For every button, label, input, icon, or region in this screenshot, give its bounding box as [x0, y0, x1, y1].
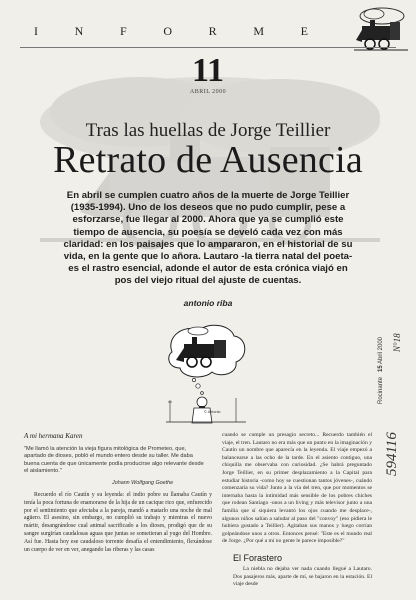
- man-dreaming-of-train-illustration: [164, 322, 248, 424]
- body-column-right-continued: La niebla no dejaba ver nada cuando llegué a Lautaro. Dos pasajeros más, aparte de mí, se bajaron en la estación. El viaje desde: [233, 566, 372, 588]
- margin-issue-handwriting: N°18: [392, 333, 402, 352]
- section-letter: O: [163, 24, 174, 38]
- margin-publication: Rocinante: [378, 376, 384, 404]
- header-rule: [20, 47, 396, 48]
- article-author: antonio riba: [183, 298, 233, 308]
- illustration-credit: © Antonio: [204, 410, 221, 414]
- body-column-left: Recuerdo el río Cautín y su leyenda: el indio pobre su llamaba Cautín y tenía la poca fortuna de enamorarse de la hija de un cacique rico que, enfurecido por el sentimiento que afectaba a la pareja, mandó a matarlo una noche de mal agüero. El asesino, sin embargo, no cumplió su trabajo y mientras el nuevo mártir, desangrándose cual animal sacrificado a los dioses, prodigó que de su sangre surgirían caudalosas aguas que juntas se sometieran al yugo del Hombre. Así fue. Hasta hoy ese caudaloso torrente desafía el entendimiento, flexándose un cuerpo de ver en ver, anegando las riberas y las casas: [24, 492, 212, 553]
- section-letter: R: [208, 24, 219, 38]
- margin-date: Abril 2000: [378, 336, 384, 364]
- margin-page-number: 15: [378, 365, 384, 372]
- epigraph-quote: "Me llamó la atención la vieja figura mitológica de Prometeo, que, apartado de dioses, pobló el mundo entero desde su taller. Me daba buena cuenta de que únicamente podía producirse algo relevante desde el aislamiento.": [24, 446, 204, 475]
- article-subtitle: Tras las huellas de Jorge Teillier: [85, 120, 331, 141]
- section-letter: F: [119, 24, 129, 38]
- epigraph-attribution: Johann Wolfgang Goethe: [112, 480, 174, 486]
- section-letter: M: [253, 24, 266, 38]
- section-subhead: El Forastero: [233, 553, 283, 563]
- dedication: A mi hermana Karen: [24, 432, 83, 440]
- issue-number: 11: [191, 52, 225, 89]
- margin-catalog-handwriting: 594116: [384, 432, 400, 476]
- body-column-right: cuando se cumple un presagio secreto... Recuerdo también el viaje, el tren. Lautaro no era más que un punto en la imaginación y Cautín un nombre que aparecía en la leyenda. El viaje empezó a balancearse a las ocho de la tarde. En el asiento contiguo, una chiquilla me observaba con curiosidad. ¿Se habrá preguntado Jorge Teillier, en su primer desplazamiento a la Capital para estudiar historia -como hoy se cuestionan tantos jóvenes-, cuándo comenzaría su vida? Junto a la vía del tren, que por momentos se internaba hasta la intimidad más sensible de los pobres chiches que rodean Santiago -unos a un living y más televisor junto a una familia que sí siquiera levantó los ojos cuando me desplace-, algunos niños salían a saludar al paso del "convoy" (eso pidiera le hubiera gustado a Teillier). Agitaban sus manos y luego corrían golpeándose unos a otros. Entonces pensé: "Este es el mundo real de Jorge. ¿Por qué a mí no gente le parece imposible?": [222, 432, 372, 545]
- section-header: [0, 24, 310, 39]
- issue-date: ABRIL 2000: [189, 89, 227, 95]
- article-title: Retrato de Ausencia: [53, 139, 363, 181]
- article-lead: En abril se cumplen cuatro años de la muerte de Jorge Teillier (1935-1994). Uno de los deseos que no pudo cumplir, pese a esforzarse, fue llegar al 2000. Ahora que ya se cumplió este tiempo de ausencia, su poesía se develó cada vez con más claridad: en los paisajes que lo ampararon, en el historial de su vida, en la gente que lo añora. Lautaro -la tierra natal del poeta- es el rastro esencial, adonde el autor de esta crónica viajó en pos del viejo ritual del ajuste de cuentas.: [63, 190, 353, 287]
- section-letter: N: [74, 24, 86, 38]
- section-letter: I: [34, 24, 40, 38]
- section-letter: E: [300, 24, 310, 38]
